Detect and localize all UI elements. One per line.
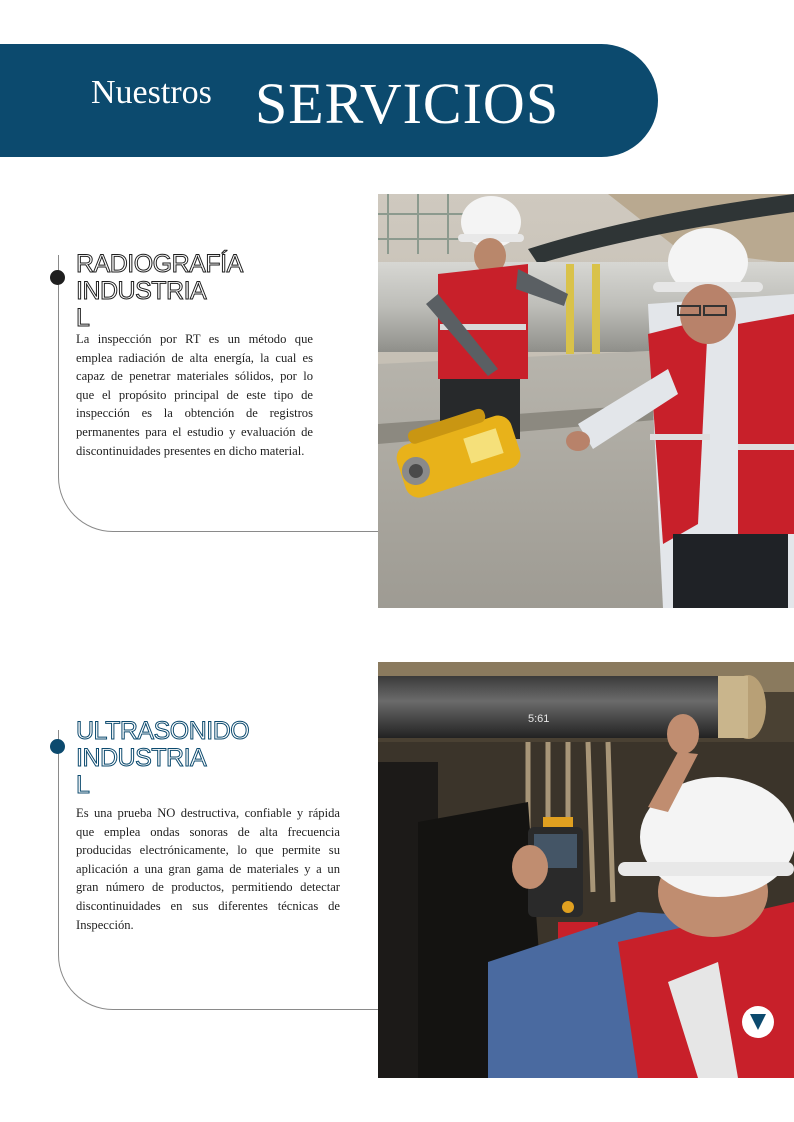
service-title-line: RADIOGRAFÍA <box>76 250 243 278</box>
service-title-line: L <box>76 771 90 799</box>
bullet-dot-icon <box>50 270 65 285</box>
radiography-workers-photo <box>378 194 794 608</box>
service-title-line: INDUSTRIA <box>76 277 207 305</box>
header-title: SERVICIOS <box>255 71 560 136</box>
service-description: La inspección por RT es un método que emplea radiación de alta energía, la cual es capaz de penetrar materiales sólidos, por lo que el propósito principal de este tipo de inspección es la obtención de registros permanentes para el estudio y evaluación de discontinuidades presentes en dicho material. <box>76 332 313 458</box>
service-description: Es una prueba NO destructiva, confiable y rápida que emplea ondas sonoras de alta frecuencia producidas electrónicamente, lo que permite su aplicación a una gran gama de materiales y a un gran número de productos, permitiendo detectar discontinuidades en sus diferentes técnicas de Inspección. <box>76 806 340 932</box>
service-title-line: INDUSTRIA <box>76 744 207 772</box>
service-title <box>76 718 249 799</box>
bullet-dot-icon <box>50 739 65 754</box>
service-title-line: L <box>76 304 90 332</box>
header-subtitle: Nuestros <box>91 74 212 111</box>
pipe-weld-label: 5:61 <box>528 713 550 725</box>
service-title <box>76 251 243 332</box>
radiography-photo-illustration <box>378 194 794 608</box>
ultrasound-inspection-photo <box>378 662 794 1078</box>
ultrasound-photo-illustration <box>378 662 794 1078</box>
service-title-line: ULTRASONIDO <box>76 717 250 745</box>
